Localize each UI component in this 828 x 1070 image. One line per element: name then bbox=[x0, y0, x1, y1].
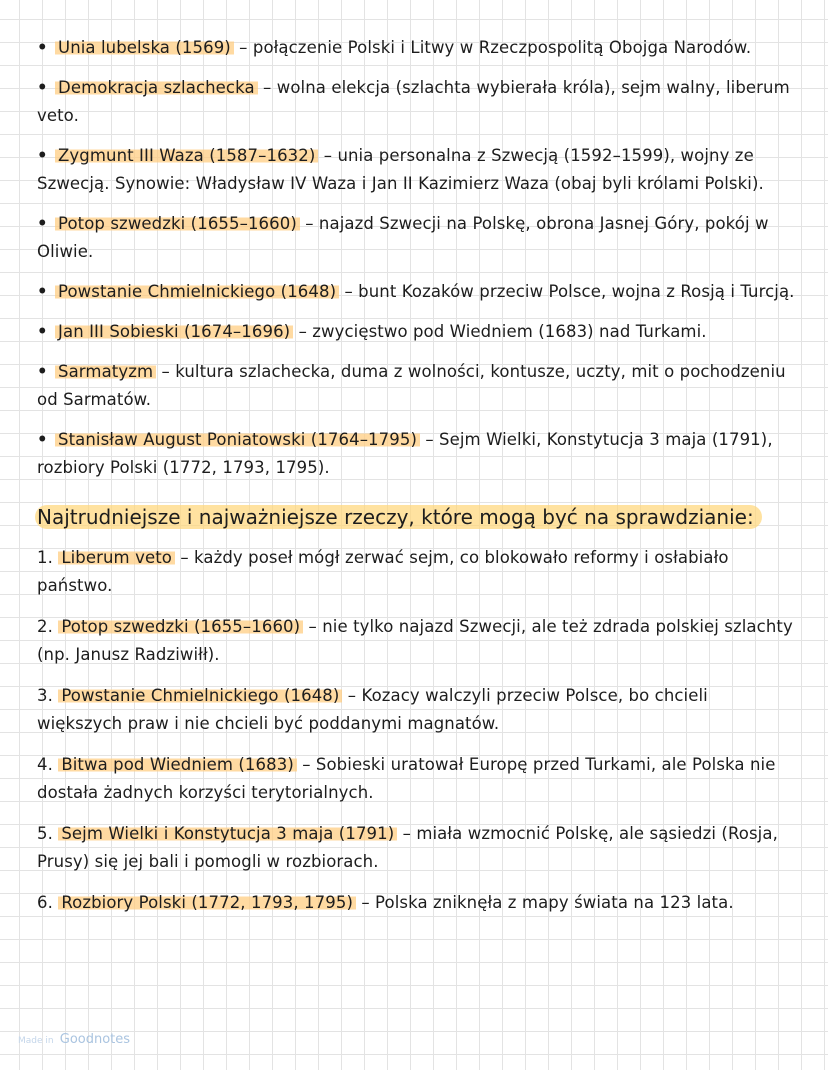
bullet-dot: • bbox=[37, 322, 48, 341]
numbered-text: – Sobieski uratował Europę przed Turkami, ale Polska nie dostała żadnych korzyści terytorialnych. bbox=[37, 755, 776, 802]
bullet-text: – zwycięstwo pod Wiedniem (1683) nad Turkami. bbox=[293, 322, 707, 341]
numbered-text: – Polska zniknęła z mapy świata na 123 lata. bbox=[356, 893, 734, 912]
bullet-term: Sarmatyzm bbox=[55, 362, 156, 381]
bullet-term: Potop szwedzki (1655–1660) bbox=[55, 214, 300, 233]
bullet-dot: • bbox=[37, 214, 48, 233]
bullet-text: – połączenie Polski i Litwy w Rzeczpospolitą Obojga Narodów. bbox=[233, 38, 752, 57]
bullet-term: Jan III Sobieski (1674–1696) bbox=[55, 322, 293, 341]
bullet-term: Unia lubelska (1569) bbox=[55, 38, 234, 57]
bullet-text: – wolna elekcja (szlachta wybierała króla), sejm walny, liberum veto. bbox=[37, 78, 790, 125]
numbered-term: Rozbiory Polski (1772, 1793, 1795) bbox=[58, 893, 356, 912]
watermark-brand: Goodnotes bbox=[59, 1032, 131, 1047]
notes-page bbox=[37, 34, 797, 930]
bullet-term: Stanisław August Poniatowski (1764–1795) bbox=[55, 430, 420, 449]
item-number: 2. bbox=[37, 617, 53, 636]
item-number: 3. bbox=[37, 686, 53, 705]
bullet-item bbox=[37, 318, 797, 346]
numbered-text: – każdy poseł mógł zerwać sejm, co blokowało reformy i osłabiało państwo. bbox=[37, 548, 729, 595]
bullet-text: – Sejm Wielki, Konstytucja 3 maja (1791), rozbiory Polski (1772, 1793, 1795). bbox=[37, 430, 773, 477]
numbered-item bbox=[37, 613, 797, 669]
bullet-item bbox=[37, 278, 797, 306]
bullet-text: – kultura szlachecka, duma z wolności, kontusze, uczty, mit o pochodzeniu od Sarmatów. bbox=[37, 362, 786, 409]
item-number: 4. bbox=[37, 755, 53, 774]
section-heading bbox=[35, 500, 797, 534]
bullet-term: Powstanie Chmielnickiego (1648) bbox=[55, 282, 339, 301]
bullet-item bbox=[37, 426, 797, 482]
numbered-text: – nie tylko najazd Szwecji, ale też zdrada polskiej szlachty (np. Janusz Radziwiłł). bbox=[37, 617, 793, 664]
bullet-text: – najazd Szwecji na Polskę, obrona Jasnej Góry, pokój w Oliwie. bbox=[37, 214, 769, 261]
numbered-item bbox=[37, 751, 797, 807]
numbered-item bbox=[37, 682, 797, 738]
bullet-dot: • bbox=[37, 146, 48, 165]
goodnotes-watermark bbox=[18, 1032, 130, 1047]
numbered-term: Sejm Wielki i Konstytucja 3 maja (1791) bbox=[58, 824, 397, 843]
item-number: 5. bbox=[37, 824, 53, 843]
numbered-item bbox=[37, 820, 797, 876]
bullet-text: – bunt Kozaków przeciw Polsce, wojna z Rosją i Turcją. bbox=[339, 282, 795, 301]
numbered-term: Powstanie Chmielnickiego (1648) bbox=[58, 686, 342, 705]
watermark-prefix: Made in bbox=[18, 1036, 54, 1046]
bullet-item bbox=[37, 142, 797, 198]
bullet-item bbox=[37, 358, 797, 414]
bullet-text: – unia personalna z Szwecją (1592–1599), wojny ze Szwecją. Synowie: Władysław IV Waza i Jan II Kazimierz Waza (obaj byli królami Polski). bbox=[37, 146, 764, 193]
bullet-term: Demokracja szlachecka bbox=[55, 78, 258, 97]
bullet-item bbox=[37, 34, 797, 62]
bullet-item bbox=[37, 74, 797, 130]
bullet-dot: • bbox=[37, 38, 48, 57]
bullet-term: Zygmunt III Waza (1587–1632) bbox=[55, 146, 318, 165]
numbered-text: – Kozacy walczyli przeciw Polsce, bo chcieli większych praw i nie chcieli być poddanymi magnatów. bbox=[37, 686, 708, 733]
numbered-item bbox=[37, 544, 797, 600]
bullet-item bbox=[37, 210, 797, 266]
numbered-term: Potop szwedzki (1655–1660) bbox=[58, 617, 303, 636]
item-number: 1. bbox=[37, 548, 53, 567]
bullet-dot: • bbox=[37, 78, 48, 97]
numbered-term: Liberum veto bbox=[58, 548, 175, 567]
section-heading-text: Najtrudniejsze i najważniejsze rzeczy, które mogą być na sprawdzianie: bbox=[35, 505, 762, 529]
numbered-text: – miała wzmocnić Polskę, ale sąsiedzi (Rosja, Prusy) się jej bali i pomogli w rozbiorach. bbox=[37, 824, 778, 871]
bullet-dot: • bbox=[37, 362, 48, 381]
numbered-term: Bitwa pod Wiedniem (1683) bbox=[58, 755, 297, 774]
item-number: 6. bbox=[37, 893, 53, 912]
bullet-dot: • bbox=[37, 282, 48, 301]
numbered-item bbox=[37, 889, 797, 917]
bullet-dot: • bbox=[37, 430, 48, 449]
